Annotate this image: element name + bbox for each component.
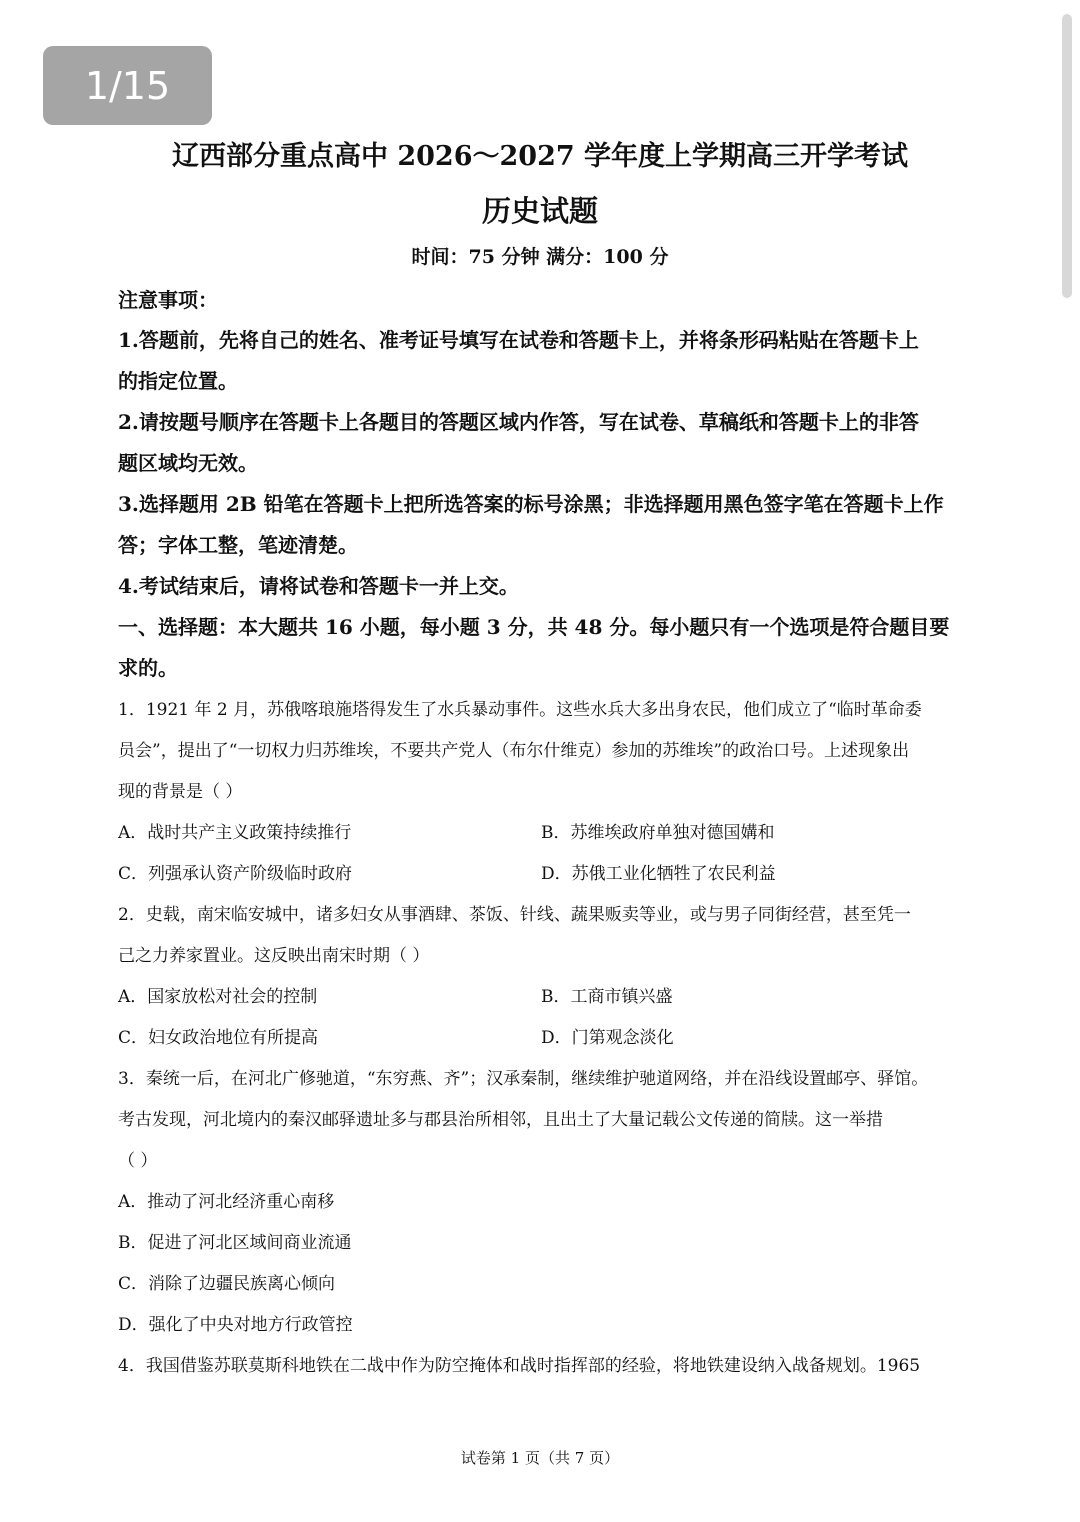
question-3-option-a: A．推动了河北经济重心南移 — [118, 1192, 335, 1212]
exam-title: 辽西部分重点高中 2026～2027 学年度上学期高三开学考试 — [171, 141, 909, 172]
question-1-option-b: B．苏维埃政府单独对德国媾和 — [541, 823, 775, 843]
question-3-option-b: B．促进了河北区域间商业流通 — [118, 1233, 352, 1253]
question-1-option-d: D．苏俄工业化牺牲了农民利益 — [541, 864, 776, 884]
question-2-option-d: D．门第观念淡化 — [541, 1028, 674, 1048]
subject-title: 历史试题 — [481, 194, 598, 228]
question-1-option-c: C．列强承认资产阶级临时政府 — [118, 864, 353, 884]
question-2-option-c: C．妇女政治地位有所提高 — [118, 1028, 319, 1048]
notice-line: 4.考试结束后，请将试卷和答题卡一并上交。 — [118, 574, 519, 598]
question-2-text: 己之力养家置业。这反映出南宋时期（ ） — [118, 946, 430, 966]
notice-line: 1.答题前，先将自己的姓名、准考证号填写在试卷和答题卡上，并将条形码粘贴在答题卡上 — [118, 328, 919, 352]
question-3-option-d: D．强化了中央对地方行政管控 — [118, 1315, 353, 1335]
question-1-text: 现的背景是（ ） — [118, 782, 243, 802]
notice-line: 3.选择题用 2B 铅笔在答题卡上把所选答案的标号涂黑；非选择题用黑色签字笔在答题卡上作 — [118, 492, 944, 516]
section-heading-cont: 求的。 — [118, 656, 178, 680]
time-info: 时间：75 分钟 满分：100 分 — [411, 246, 669, 268]
page-footer: 试卷第 1 页（共 7 页） — [460, 1449, 620, 1467]
notice-heading: 注意事项： — [118, 288, 218, 312]
question-3-text: （ ） — [118, 1151, 158, 1171]
section-heading: 一、选择题：本大题共 16 小题，每小题 3 分，共 48 分。每小题只有一个选项是符合题目要 — [118, 615, 950, 639]
question-2-text: 2．史载，南宋临安城中，诸多妇女从事酒肆、茶饭、针线、蔬果贩卖等业，或与男子同街经营，甚至凭一 — [118, 905, 911, 925]
question-3-text: 3．秦统一后，在河北广修驰道，“东穷燕、齐”；汉承秦制，继续维护驰道网络，并在沿线设置邮亭、驿馆。 — [118, 1069, 929, 1089]
question-4-text: 4．我国借鉴苏联莫斯科地铁在二战中作为防空掩体和战时指挥部的经验，将地铁建设纳入战备规划。1965 — [118, 1356, 921, 1376]
question-1-text: 员会”，提出了“一切权力归苏维埃，不要共产党人（布尔什维克）参加的苏维埃”的政治口号。上述现象出 — [118, 741, 910, 761]
notice-line: 答；字体工整，笔迹清楚。 — [118, 533, 358, 557]
notice-line: 的指定位置。 — [118, 369, 238, 393]
question-1-text: 1．1921 年 2 月，苏俄喀琅施塔得发生了水兵暴动事件。这些水兵大多出身农民，他们成立了“临时革命委 — [118, 700, 922, 720]
page-counter: 1/15 — [43, 46, 212, 125]
question-3-option-c: C．消除了边疆民族离心倾向 — [118, 1274, 336, 1294]
notice-line: 题区域均无效。 — [118, 451, 258, 475]
question-1-option-a: A．战时共产主义政策持续推行 — [118, 823, 352, 843]
question-2-option-b: B．工商市镇兴盛 — [541, 987, 673, 1007]
question-3-text: 考古发现，河北境内的秦汉邮驿遗址多与郡县治所相邻，且出土了大量记载公文传递的简牍。这一举措 — [118, 1110, 883, 1130]
notice-line: 2.请按题号顺序在答题卡上各题目的答题区域内作答，写在试卷、草稿纸和答题卡上的非答 — [118, 410, 919, 434]
question-2-option-a: A．国家放松对社会的控制 — [118, 987, 318, 1007]
